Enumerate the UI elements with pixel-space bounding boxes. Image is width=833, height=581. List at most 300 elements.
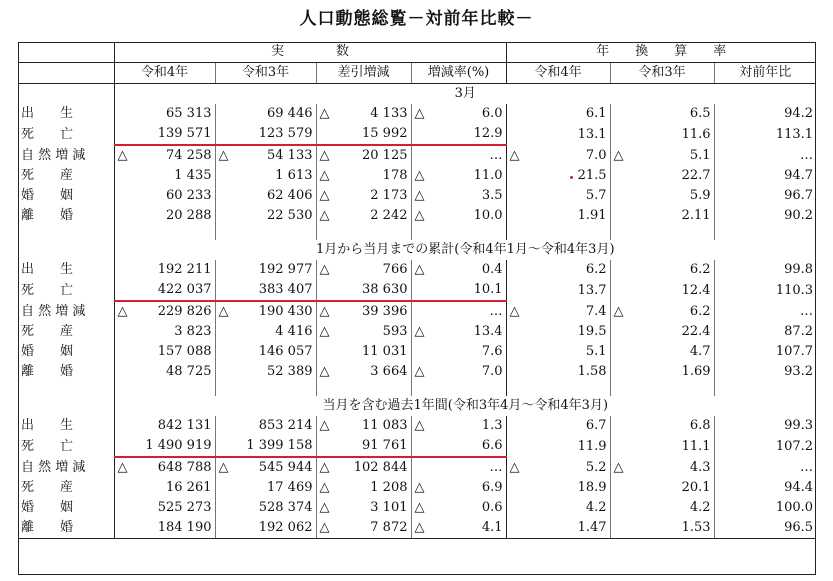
section-title: 3月 xyxy=(454,86,476,101)
cell-value: 525 273 xyxy=(157,500,212,515)
cell-value: 39 396 xyxy=(362,304,408,319)
cell-value: 6.2 xyxy=(585,262,607,277)
row-label-text: 死 亡 xyxy=(21,282,74,298)
cell-value: 383 407 xyxy=(258,282,313,297)
negative-triangle-icon: △ xyxy=(218,460,229,475)
table-cell xyxy=(714,206,816,226)
table-cell xyxy=(714,322,816,342)
cell-value: 6.5 xyxy=(689,106,711,121)
cell-value: 110.3 xyxy=(775,282,814,298)
table-cell xyxy=(610,436,714,457)
row-label-text: 死 産 xyxy=(21,324,74,339)
table-cell xyxy=(316,498,411,518)
table-cell xyxy=(610,186,714,206)
table-cell xyxy=(610,166,714,186)
table-cell xyxy=(114,280,215,301)
table-cell xyxy=(411,436,506,457)
cell-value: 94.7 xyxy=(784,168,814,183)
cell-value: 545 944 xyxy=(258,460,313,475)
table-cell xyxy=(215,124,316,145)
cell-value: 4 133 xyxy=(370,106,408,121)
table-cell xyxy=(506,145,610,166)
table-cell xyxy=(411,280,506,301)
table-cell xyxy=(610,301,714,322)
cell-value: 4 416 xyxy=(275,324,313,339)
row-label-text: 自 然 増 減 xyxy=(21,147,86,163)
table-cell xyxy=(411,518,506,539)
table-cell xyxy=(610,124,714,145)
cell-value: 139 571 xyxy=(157,126,212,141)
row-label xyxy=(18,124,114,145)
cell-value: 99.8 xyxy=(784,262,814,277)
row-label xyxy=(18,362,114,382)
table-cell xyxy=(714,478,816,498)
section-title: 1月から当月までの累計(令和4年1月～令和4年3月) xyxy=(316,242,615,257)
row-label xyxy=(18,342,114,362)
cell-value: 13.1 xyxy=(577,126,607,142)
cell-value: 6.0 xyxy=(481,106,503,121)
negative-triangle-icon: △ xyxy=(319,418,330,433)
cell-value: 87.2 xyxy=(784,324,814,339)
cell-value: 69 446 xyxy=(267,106,313,121)
table-cell xyxy=(506,342,610,362)
header-corner-2 xyxy=(18,63,114,84)
table-cell xyxy=(215,436,316,457)
table-cell xyxy=(610,498,714,518)
cell-value: 422 037 xyxy=(157,282,212,297)
table-cell xyxy=(114,362,215,382)
cell-value: 21.5 xyxy=(577,168,607,183)
table-cell xyxy=(610,206,714,226)
cell-value: 178 xyxy=(382,168,408,183)
cell-value: 6.7 xyxy=(585,418,607,433)
cell-value: 17 469 xyxy=(267,480,313,495)
row-label-text: 自 然 増 減 xyxy=(21,459,86,475)
table-cell xyxy=(411,342,506,362)
cell-value: 11 083 xyxy=(362,418,408,433)
row-label-text: 自 然 増 減 xyxy=(21,303,86,319)
table-row xyxy=(18,478,816,498)
cell-value: 1 613 xyxy=(275,168,313,183)
cell-value: 18.9 xyxy=(577,480,607,495)
table-cell xyxy=(610,342,714,362)
cell-value: 5.1 xyxy=(689,147,711,163)
table-cell xyxy=(411,498,506,518)
table-cell xyxy=(215,457,316,478)
cell-value: 48 725 xyxy=(166,364,212,379)
negative-triangle-icon: △ xyxy=(319,364,330,379)
table-cell xyxy=(610,260,714,280)
table-cell xyxy=(215,342,316,362)
row-label xyxy=(18,145,114,166)
cell-value: 90.2 xyxy=(784,208,814,223)
negative-triangle-icon: △ xyxy=(414,364,425,379)
row-label-text: 離 婚 xyxy=(21,364,74,379)
negative-triangle-icon: △ xyxy=(414,262,425,277)
negative-triangle-icon: △ xyxy=(319,188,330,203)
negative-triangle-icon: △ xyxy=(613,303,624,319)
cell-value: 13.4 xyxy=(473,324,503,339)
table-cell xyxy=(316,436,411,457)
table-cell xyxy=(610,145,714,166)
table-cell xyxy=(714,416,816,436)
negative-triangle-icon: △ xyxy=(414,106,425,121)
cell-value: 93.2 xyxy=(784,364,814,379)
cell-value: … xyxy=(489,304,503,319)
row-label xyxy=(18,478,114,498)
cell-value: 113.1 xyxy=(775,126,814,142)
row-label-text: 死 産 xyxy=(21,168,74,183)
cell-value: 2 173 xyxy=(370,188,408,203)
cell-value: 3.5 xyxy=(481,188,503,203)
col-header-yoy: 対前年比 xyxy=(714,63,816,84)
col-header-rate-r4: 令和4年 xyxy=(506,63,610,84)
table-cell xyxy=(714,436,816,457)
cell-value: 5.7 xyxy=(585,188,607,203)
table-cell xyxy=(506,416,610,436)
cell-value: 1 208 xyxy=(370,480,408,495)
table-cell xyxy=(316,301,411,322)
table-cell xyxy=(411,166,506,186)
negative-triangle-icon: △ xyxy=(319,520,330,535)
header-row-groups xyxy=(18,42,816,63)
cell-value: 22 530 xyxy=(267,208,313,223)
cell-value: 157 088 xyxy=(157,344,212,359)
cell-value: 94.4 xyxy=(784,480,814,495)
cell-value: 648 788 xyxy=(157,460,212,475)
cell-value: 94.2 xyxy=(784,106,814,121)
cell-value: … xyxy=(800,147,814,163)
negative-triangle-icon: △ xyxy=(414,324,425,339)
table-cell xyxy=(114,436,215,457)
cell-value: … xyxy=(800,459,814,475)
cell-value: 4.1 xyxy=(481,520,503,535)
cell-value: 1.47 xyxy=(577,520,607,535)
cell-value: 192 211 xyxy=(157,262,212,277)
cell-value: … xyxy=(800,303,814,319)
table-row xyxy=(18,206,816,226)
cell-value: 11.9 xyxy=(577,438,607,454)
table-cell xyxy=(411,206,506,226)
cell-value: 7 872 xyxy=(370,520,408,535)
cell-value: 100.0 xyxy=(775,500,814,515)
table-cell xyxy=(610,457,714,478)
cell-value: 7.0 xyxy=(585,147,607,163)
table-row xyxy=(18,342,816,362)
cell-value: 146 057 xyxy=(258,344,313,359)
cell-value: 4.2 xyxy=(585,500,607,515)
cell-value: 16 261 xyxy=(166,480,212,495)
col-header-change-rate: 増減率(%) xyxy=(411,63,506,84)
cell-value: 593 xyxy=(382,324,408,339)
table-cell xyxy=(714,145,816,166)
cell-value: 6.1 xyxy=(585,106,607,121)
cell-value: 6.8 xyxy=(689,418,711,433)
row-label xyxy=(18,518,114,539)
cell-value: 7.4 xyxy=(585,303,607,319)
table-row xyxy=(18,145,816,166)
table-cell xyxy=(714,280,816,301)
table-cell xyxy=(215,416,316,436)
cell-value: 62 406 xyxy=(267,188,313,203)
cell-value: 12.9 xyxy=(473,126,503,141)
row-label xyxy=(18,260,114,280)
cell-value: 1 490 919 xyxy=(145,438,212,453)
negative-triangle-icon: △ xyxy=(319,500,330,515)
table-cell xyxy=(114,416,215,436)
cell-value: 60 233 xyxy=(166,188,212,203)
table-cell xyxy=(506,436,610,457)
cell-value: 1.3 xyxy=(481,418,503,433)
row-label xyxy=(18,186,114,206)
row-label-text: 出 生 xyxy=(21,418,74,433)
row-label xyxy=(18,104,114,124)
table-cell xyxy=(114,104,215,124)
table-cell xyxy=(411,260,506,280)
row-label xyxy=(18,416,114,436)
cell-value: 4.2 xyxy=(689,500,711,515)
table-cell xyxy=(411,362,506,382)
table-cell xyxy=(215,206,316,226)
negative-triangle-icon: △ xyxy=(414,500,425,515)
table-cell xyxy=(610,322,714,342)
header-corner xyxy=(18,42,114,63)
table-cell xyxy=(114,206,215,226)
cell-value: 107.2 xyxy=(775,438,814,454)
table-cell xyxy=(215,498,316,518)
table-cell xyxy=(316,260,411,280)
negative-triangle-icon: △ xyxy=(509,303,520,319)
row-label-text: 婚 姻 xyxy=(21,500,74,515)
table-cell xyxy=(411,104,506,124)
cell-value: 22.4 xyxy=(681,324,711,339)
table-cell xyxy=(215,478,316,498)
cell-value: 10.1 xyxy=(473,282,503,297)
table-cell xyxy=(114,322,215,342)
table-cell xyxy=(114,498,215,518)
table-cell xyxy=(316,206,411,226)
cell-value: 15 992 xyxy=(362,126,408,141)
table-cell xyxy=(411,457,506,478)
table-cell xyxy=(316,362,411,382)
table-cell xyxy=(316,457,411,478)
negative-triangle-icon: △ xyxy=(218,304,229,319)
negative-triangle-icon: △ xyxy=(414,480,425,495)
negative-triangle-icon: △ xyxy=(414,520,425,535)
table-cell xyxy=(610,104,714,124)
header-group-rate: 年 換 算 率 xyxy=(506,42,816,63)
negative-triangle-icon: △ xyxy=(414,168,425,183)
table-cell xyxy=(114,342,215,362)
cell-value: 74 258 xyxy=(166,148,212,163)
header-row-columns xyxy=(18,63,816,84)
table-cell xyxy=(714,260,816,280)
cell-value: 2 242 xyxy=(370,208,408,223)
table-cell xyxy=(411,145,506,166)
cell-value: 13.7 xyxy=(577,282,607,298)
table-cell xyxy=(714,166,816,186)
table-cell xyxy=(610,416,714,436)
row-label xyxy=(18,166,114,186)
cell-value: 853 214 xyxy=(258,418,313,433)
table-cell xyxy=(114,166,215,186)
table-cell xyxy=(114,301,215,322)
cell-value: 842 131 xyxy=(157,418,212,433)
row-label xyxy=(18,301,114,322)
table-cell xyxy=(714,518,816,539)
negative-triangle-icon: △ xyxy=(509,459,520,475)
section-spacer xyxy=(18,226,816,240)
negative-triangle-icon: △ xyxy=(509,147,520,163)
table-cell xyxy=(316,478,411,498)
table-cell xyxy=(411,322,506,342)
table-cell xyxy=(316,322,411,342)
row-label xyxy=(18,322,114,342)
population-comparison-table xyxy=(18,42,816,539)
table-cell xyxy=(316,104,411,124)
table-cell xyxy=(506,478,610,498)
table-row xyxy=(18,518,816,539)
cell-value: 1.53 xyxy=(681,520,711,535)
cell-value: 102 844 xyxy=(353,460,408,475)
table-cell xyxy=(316,416,411,436)
table-cell xyxy=(215,260,316,280)
cell-value: 1.91 xyxy=(577,208,607,223)
cell-value: 0.4 xyxy=(481,262,503,277)
row-label-text: 離 婚 xyxy=(21,520,74,535)
row-label xyxy=(18,436,114,457)
cell-value: 192 977 xyxy=(258,262,313,277)
section-title-row xyxy=(18,84,816,105)
table-cell xyxy=(316,518,411,539)
row-label-text: 出 生 xyxy=(21,106,74,121)
cell-value: 1.69 xyxy=(681,364,711,379)
table-row xyxy=(18,416,816,436)
table-cell xyxy=(714,342,816,362)
cell-value: 5.2 xyxy=(585,459,607,475)
col-header-rate-r3: 令和3年 xyxy=(610,63,714,84)
table-cell xyxy=(316,342,411,362)
negative-triangle-icon: △ xyxy=(613,147,624,163)
row-label-text: 死 産 xyxy=(21,480,74,495)
cell-value: 11.6 xyxy=(681,126,711,142)
row-label-text: 死 亡 xyxy=(21,438,74,454)
row-label-text: 出 生 xyxy=(21,262,74,277)
negative-triangle-icon: △ xyxy=(319,460,330,475)
table-cell xyxy=(316,145,411,166)
row-label xyxy=(18,206,114,226)
table-cell xyxy=(506,104,610,124)
table-cell xyxy=(114,186,215,206)
table-cell xyxy=(506,301,610,322)
table-row xyxy=(18,301,816,322)
row-label-text: 死 亡 xyxy=(21,126,74,142)
cell-value: 0.6 xyxy=(481,500,503,515)
table-row xyxy=(18,322,816,342)
table-cell xyxy=(506,498,610,518)
table-cell xyxy=(506,280,610,301)
table-cell xyxy=(316,166,411,186)
negative-triangle-icon: △ xyxy=(319,148,330,163)
cell-value: 1 399 158 xyxy=(246,438,313,453)
table-row xyxy=(18,362,816,382)
cell-value: 107.7 xyxy=(775,344,814,359)
negative-triangle-icon: △ xyxy=(117,304,128,319)
table-row xyxy=(18,436,816,457)
section-spacer xyxy=(18,382,816,396)
table-cell xyxy=(506,518,610,539)
cell-value: 2.11 xyxy=(681,208,711,223)
table-cell xyxy=(506,166,610,186)
table-cell xyxy=(714,186,816,206)
row-label xyxy=(18,280,114,301)
cell-value: 11.1 xyxy=(681,438,711,454)
cell-value: 19.5 xyxy=(577,324,607,339)
negative-triangle-icon: △ xyxy=(414,418,425,433)
negative-triangle-icon: △ xyxy=(218,148,229,163)
cell-value: 3 823 xyxy=(174,324,212,339)
table-cell xyxy=(114,478,215,498)
negative-triangle-icon: △ xyxy=(319,208,330,223)
negative-triangle-icon: △ xyxy=(319,262,330,277)
table-cell xyxy=(714,124,816,145)
row-label-text: 離 婚 xyxy=(21,208,74,223)
cell-value: 766 xyxy=(382,262,408,277)
table-cell xyxy=(114,457,215,478)
row-label-text: 婚 姻 xyxy=(21,344,74,359)
table-cell xyxy=(714,104,816,124)
cell-value: 6.6 xyxy=(481,438,503,453)
table-cell xyxy=(215,104,316,124)
table-cell xyxy=(506,206,610,226)
section-title-row xyxy=(18,396,816,416)
cell-value: 96.7 xyxy=(784,188,814,203)
table-cell xyxy=(506,322,610,342)
table-cell xyxy=(114,518,215,539)
col-header-r4: 令和4年 xyxy=(114,63,215,84)
cell-value: 12.4 xyxy=(681,282,711,298)
negative-triangle-icon: △ xyxy=(319,324,330,339)
cell-value: … xyxy=(489,148,503,163)
negative-triangle-icon: △ xyxy=(319,168,330,183)
cell-value: 5.9 xyxy=(689,188,711,203)
cell-value: 7.6 xyxy=(481,344,503,359)
table-cell xyxy=(215,280,316,301)
cell-value: 229 826 xyxy=(157,304,212,319)
table-cell xyxy=(714,457,816,478)
negative-triangle-icon: △ xyxy=(414,208,425,223)
cell-value: 96.5 xyxy=(784,520,814,535)
cell-value: 38 630 xyxy=(362,282,408,297)
cell-value: 65 313 xyxy=(166,106,212,121)
cell-value: 11.0 xyxy=(473,168,503,183)
cell-value: 10.0 xyxy=(473,208,503,223)
table-cell xyxy=(215,322,316,342)
cell-value: 20 288 xyxy=(166,208,212,223)
row-label xyxy=(18,498,114,518)
cell-value: 184 190 xyxy=(157,520,212,535)
table-cell xyxy=(411,478,506,498)
cell-value: 52 389 xyxy=(267,364,313,379)
cell-value: 20.1 xyxy=(681,480,711,495)
cell-value: … xyxy=(489,460,503,475)
section-title: 当月を含む過去1年間(令和3年4月～令和4年3月) xyxy=(322,398,609,413)
cell-value: 99.3 xyxy=(784,418,814,433)
cell-value: 190 430 xyxy=(258,304,313,319)
cell-value: 1 435 xyxy=(174,168,212,183)
cell-value: 91 761 xyxy=(362,438,408,453)
cell-value: 54 133 xyxy=(267,148,313,163)
